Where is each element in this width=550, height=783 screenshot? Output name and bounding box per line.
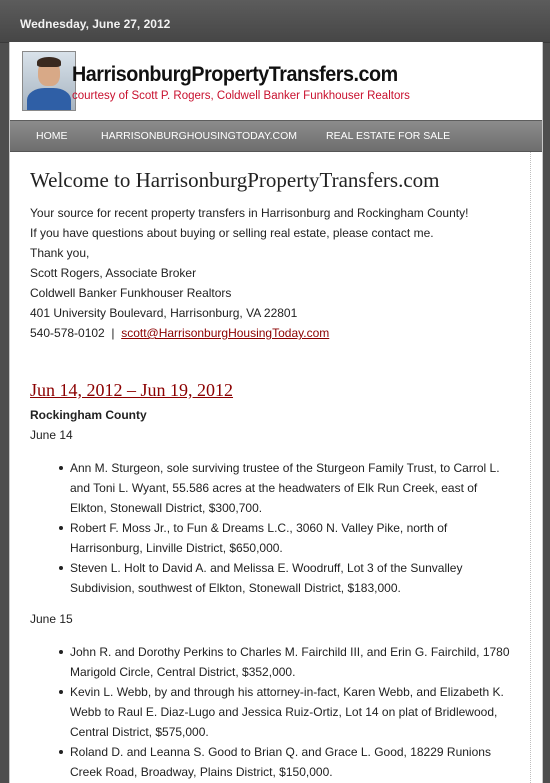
intro-line: If you have questions about buying or selling real estate, please contact me.	[30, 226, 434, 240]
author-photo[interactable]	[22, 51, 76, 111]
day-heading: June 14	[30, 428, 73, 442]
intro-line: 401 University Boulevard, Harrisonburg, VA 22801	[30, 306, 298, 320]
list-item: John R. and Dorothy Perkins to Charles M. Fairchild III, and Erin G. Fairchild, 1780 Marigold Circle, Central District, $352,000.	[70, 642, 515, 682]
contact-line	[30, 326, 329, 340]
nav-housing-today[interactable]: HARRISONBURGHOUSINGTODAY.COM	[101, 130, 298, 142]
bullet-icon	[59, 526, 63, 530]
date-header: Wednesday, June 27, 2012	[20, 17, 171, 31]
site-header	[10, 42, 542, 120]
bullet-icon	[59, 566, 63, 570]
list-item: Ann M. Sturgeon, sole surviving trustee of the Sturgeon Family Trust, to Carrol L. and Toni L. Wyant, 55.586 acres at the headwaters of Elk Run Creek, east of Elkton, Stonewall District, $300,700.	[70, 458, 515, 518]
county-heading: Rockingham County	[30, 408, 147, 422]
nav-real-estate-for-sale[interactable]: REAL ESTATE FOR SALE	[326, 130, 451, 142]
intro-line: Coldwell Banker Funkhouser Realtors	[30, 286, 232, 300]
nav-home[interactable]: HOME	[36, 130, 68, 142]
intro-line: Scott Rogers, Associate Broker	[30, 266, 197, 280]
post-title-link[interactable]: Jun 14, 2012 – Jun 19, 2012	[30, 380, 234, 400]
list-item: Robert F. Moss Jr., to Fun & Dreams L.C., 3060 N. Valley Pike, north of Harrisonburg, Linville District, $650,000.	[70, 518, 515, 558]
site-title[interactable]: HarrisonburgPropertyTransfers.com	[72, 63, 398, 86]
welcome-heading: Welcome to HarrisonburgPropertyTransfers.com	[30, 168, 440, 192]
intro-line: Your source for recent property transfers in Harrisonburg and Rockingham County!	[30, 206, 469, 220]
bullet-icon	[59, 750, 63, 754]
intro-line: Thank you,	[30, 246, 90, 260]
list-item: Steven L. Holt to David A. and Melissa E. Woodruff, Lot 3 of the Sunvalley Subdivision, southwest of Elkton, Stonewall District, $183,000.	[70, 558, 515, 598]
page	[9, 42, 543, 783]
bullet-icon	[59, 690, 63, 694]
date-header-bar	[0, 0, 550, 43]
bullet-icon	[59, 466, 63, 470]
site-tagline: courtesy of Scott P. Rogers, Coldwell Banker Funkhouser Realtors	[72, 90, 410, 102]
main-content	[10, 152, 531, 783]
list-item: Kevin L. Webb, by and through his attorney-in-fact, Karen Webb, and Elizabeth K. Webb to Raul E. Diaz-Lugo and Jessica Ruiz-Ortiz, Lot 14 on plat of Bridlewood, Central District, $575,000.	[70, 682, 515, 742]
phone-number: 540-578-0102 |	[30, 326, 122, 340]
list-item: Roland D. and Leanna S. Good to Brian Q. and Grace L. Good, 18229 Runions Creek Road, Broadway, Plains District, $150,000.	[70, 742, 515, 782]
main-nav	[10, 120, 542, 152]
bullet-icon	[59, 650, 63, 654]
day-heading: June 15	[30, 612, 73, 626]
email-link[interactable]: scott@HarrisonburgHousingToday.com	[121, 326, 330, 340]
